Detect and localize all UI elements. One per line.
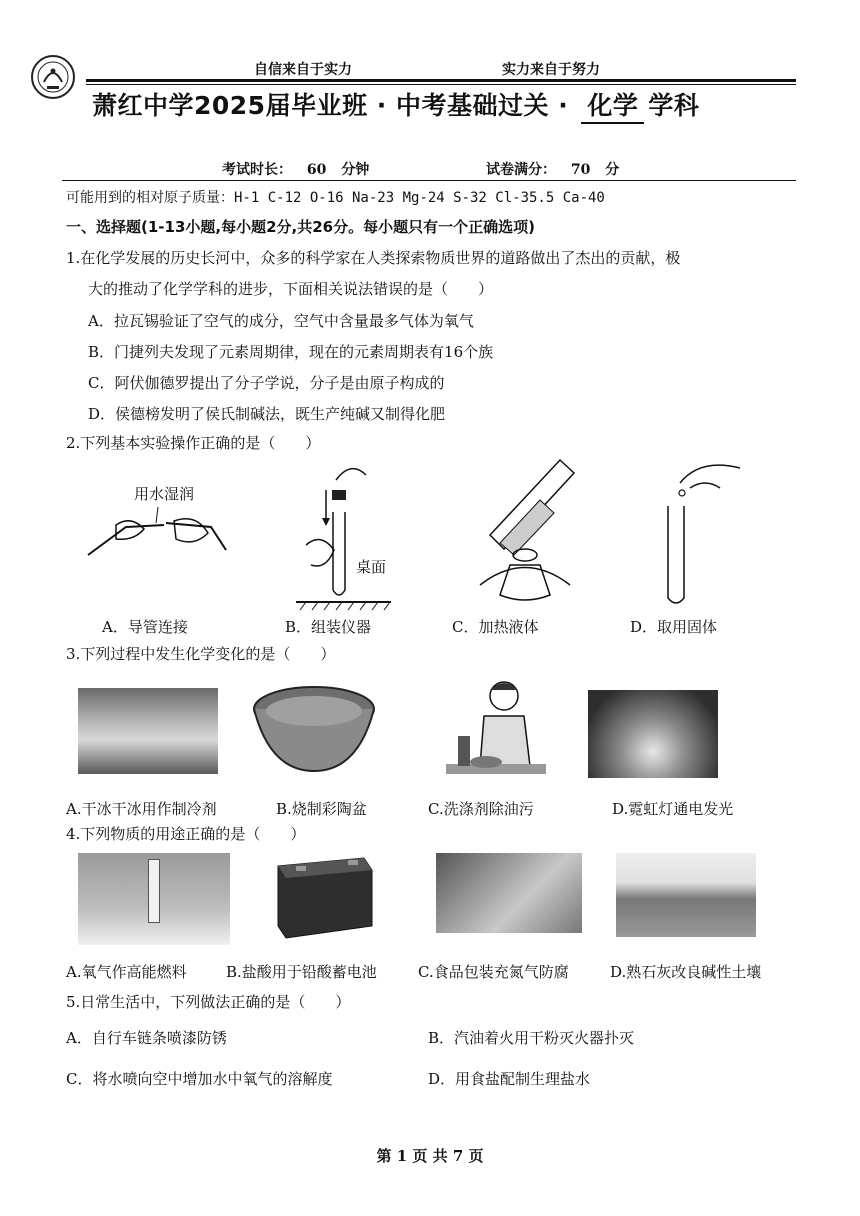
slaked-lime-field-photo — [616, 853, 756, 937]
page-title — [92, 86, 699, 124]
pottery-bowl-illustration — [250, 683, 378, 775]
q1-option-a: A．拉瓦锡验证了空气的成分，空气中含量最多气体为氧气 — [88, 312, 474, 330]
q2-option-c: C．加热液体 — [452, 618, 539, 636]
q3-option-a: A.干冰干冰用作制冷剂 — [66, 800, 217, 818]
q3-stem: 3.下列过程中发生化学变化的是（ ） — [66, 645, 336, 663]
q5-option-d: D．用食盐配制生理盐水 — [428, 1070, 591, 1088]
q4-option-b: B.盐酸用于铅酸蓄电池 — [226, 963, 377, 981]
exam-score-value: 70 — [570, 162, 591, 178]
q1-option-b: B．门捷列夫发现了元素周期律，现在的元素周期表有16个族 — [88, 343, 494, 361]
q3-option-b: B.烧制彩陶盆 — [276, 800, 367, 818]
exam-score-unit: 分 — [605, 162, 620, 178]
q5-option-b: B．汽油着火用干粉灭火器扑灭 — [428, 1029, 635, 1047]
rocket-launch-photo — [78, 853, 230, 945]
header-rule-thin — [86, 84, 796, 85]
title-left: 萧红中学2025届毕业班 · 中考基础过关 · — [92, 91, 578, 120]
exam-time-value: 60 — [306, 162, 327, 178]
heat-liquid-illustration — [470, 455, 590, 605]
motto-right: 实力来自于努力 — [502, 62, 600, 78]
detergent-washing-illustration — [446, 676, 546, 784]
q1-option-d: D．侯德榜发明了侯氏制碱法，既生产纯碱又制得化肥 — [88, 405, 446, 423]
q2-option-d: D．取用固体 — [630, 618, 718, 636]
q2-option-a: A．导管连接 — [102, 618, 188, 636]
q1-stem-line1: 1.在化学发展的历史长河中，众多的科学家在人类探索物质世界的道路做出了杰出的贡献，极 — [66, 249, 681, 267]
q1-option-c: C．阿伏伽德罗提出了分子学说，分子是由原子构成的 — [88, 374, 445, 392]
assemble-apparatus-illustration — [296, 460, 396, 610]
header-rule-top — [86, 79, 796, 82]
q2-label-wet: 用水湿润 — [134, 485, 195, 503]
q2-stem: 2.下列基本实验操作正确的是（ ） — [66, 434, 321, 452]
q4-stem: 4.下列物质的用途正确的是（ ） — [66, 825, 306, 843]
tube-connect-illustration — [86, 505, 246, 575]
q2-label-desk: 桌面 — [356, 558, 387, 576]
q3-option-d: D.霓虹灯通电发光 — [612, 800, 734, 818]
atomic-masses: 可能用到的相对原子质量：H-1 C-12 O-16 Na-23 Mg-24 S-32 Cl-35.5 Ca-40 — [66, 190, 605, 206]
q5-option-c: C．将水喷向空中增加水中氧气的溶解度 — [66, 1070, 333, 1088]
dry-ice-photo — [78, 688, 218, 774]
exam-time-label: 考试时长： — [222, 162, 292, 178]
lead-acid-battery-illustration — [268, 852, 378, 942]
meta-rule — [62, 180, 796, 181]
q2-option-b: B．组装仪器 — [285, 618, 372, 636]
title-right: 学科 — [648, 91, 700, 120]
q4-option-a: A.氧气作高能燃料 — [66, 963, 187, 981]
take-solid-illustration — [660, 458, 760, 608]
exam-score — [486, 159, 619, 179]
exam-time-unit: 分钟 — [341, 162, 370, 178]
q3-option-c: C.洗涤剂除油污 — [428, 800, 534, 818]
food-packaging-photo — [436, 853, 582, 933]
school-logo — [30, 54, 76, 100]
q4-option-d: D.熟石灰改良碱性土壤 — [610, 963, 762, 981]
page-footer: 第 1 页 共 7 页 — [376, 1147, 484, 1165]
q1-stem-line2: 大的推动了化学学科的进步，下面相关说法错误的是（ ） — [88, 280, 494, 298]
section-heading: 一、选择题(1-13小题,每小题2分,共26分。每小题只有一个正确选项) — [66, 218, 535, 236]
neon-lights-photo — [588, 690, 718, 778]
q4-option-c: C.食品包装充氮气防腐 — [418, 963, 569, 981]
q5-option-a: A．自行车链条喷漆防锈 — [66, 1029, 227, 1047]
title-subject: 化学 — [581, 86, 644, 124]
exam-score-label: 试卷满分： — [486, 162, 556, 178]
exam-time — [222, 159, 369, 179]
q5-stem: 5.日常生活中，下列做法正确的是（ ） — [66, 993, 351, 1011]
motto-left: 自信来自于实力 — [254, 62, 352, 78]
